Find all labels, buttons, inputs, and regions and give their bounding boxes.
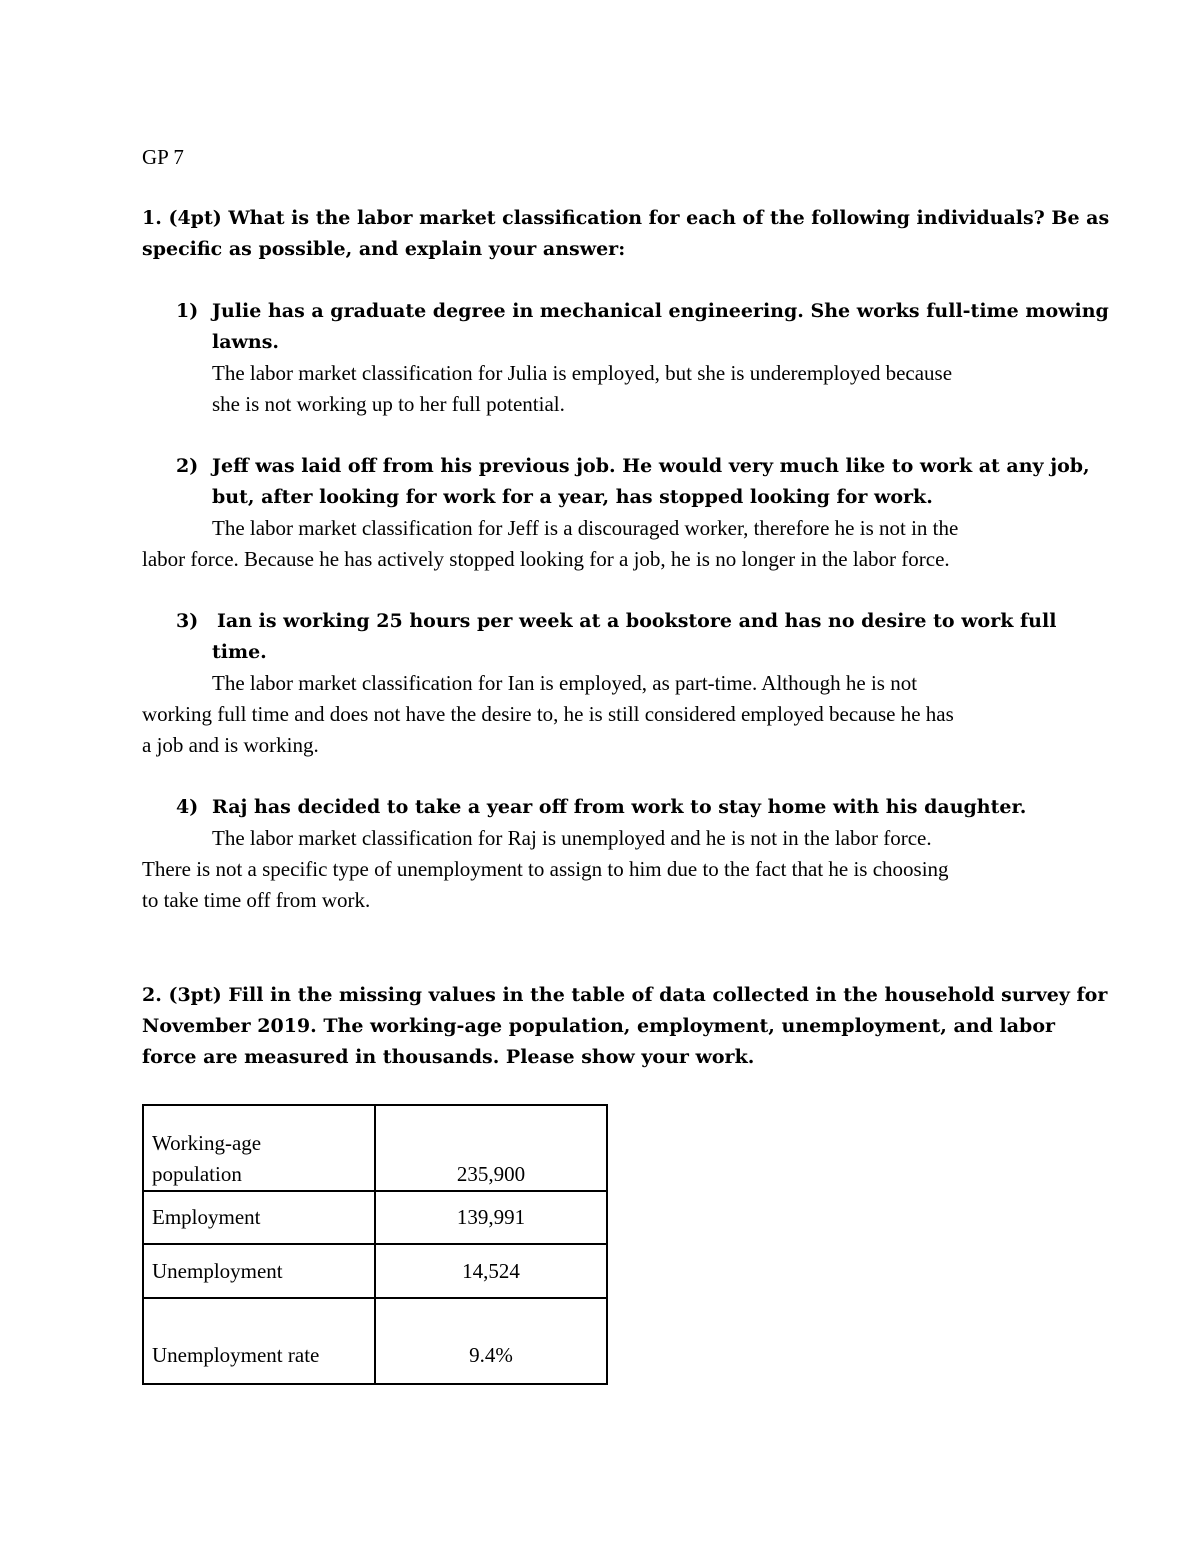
item-1-answer-line-2: she is not working up to her full potential. [212, 392, 565, 416]
item-1-number: 1) [176, 300, 199, 322]
question-1-line-2: specific as possible, and explain your answer: [142, 238, 626, 260]
table-row [143, 1105, 607, 1191]
row-label-line-1: Working-age [152, 1131, 262, 1155]
item-3-answer-line-3: a job and is working. [142, 733, 319, 757]
item-4-number: 4) [176, 796, 199, 818]
table-cell-value: 9.4% [375, 1298, 607, 1384]
question-1-line-1: 1. (4pt) What is the labor market classification for each of the following individuals? Be as [142, 207, 1110, 229]
item-2-answer-line-2: labor force. Because he has actively stopped looking for a job, he is no longer in the labor force. [142, 547, 950, 571]
item-4-answer-line-2: There is not a specific type of unemployment to assign to him due to the fact that he is choosing [142, 857, 949, 881]
table-cell-label: Unemployment [143, 1244, 375, 1298]
item-1-answer-line-1: The labor market classification for Julia is employed, but she is underemployed because [212, 361, 953, 385]
table-row [143, 1244, 607, 1298]
table-cell-label [143, 1105, 375, 1191]
item-3-answer-line-2: working full time and does not have the desire to, he is still considered employed because he has [142, 702, 954, 726]
question-2-line-3: force are measured in thousands. Please show your work. [142, 1046, 755, 1068]
table-cell-value: 14,524 [375, 1244, 607, 1298]
table-row [143, 1298, 607, 1384]
table-row [143, 1191, 607, 1244]
item-3-question-line-2: time. [212, 641, 267, 663]
question-2-line-2: November 2019. The working-age population, employment, unemployment, and labor [142, 1015, 1056, 1037]
table-cell-label: Employment [143, 1191, 375, 1244]
document-header: GP 7 [142, 145, 184, 169]
question-2-line-1: 2. (3pt) Fill in the missing values in the table of data collected in the household survey for [142, 984, 1108, 1006]
item-4-question-line-1: Raj has decided to take a year off from work to stay home with his daughter. [212, 796, 1027, 818]
survey-data-table [142, 1104, 608, 1385]
item-3-question-line-1: Ian is working 25 hours per week at a bookstore and has no desire to work full [217, 610, 1057, 632]
item-1-question-line-2: lawns. [212, 331, 280, 353]
item-2-question-line-1: Jeff was laid off from his previous job. He would very much like to work at any job, [212, 455, 1090, 477]
table-cell-value: 235,900 [375, 1105, 607, 1191]
item-4-answer-line-3: to take time off from work. [142, 888, 371, 912]
table-cell-label: Unemployment rate [143, 1298, 375, 1384]
item-3-number: 3) [176, 610, 199, 632]
row-label-line-2: population [152, 1162, 242, 1186]
item-2-answer-line-1: The labor market classification for Jeff is a discouraged worker, therefore he is not in the [212, 516, 959, 540]
item-1-question-line-1: Julie has a graduate degree in mechanical engineering. She works full-time mowing [212, 300, 1109, 322]
item-4-answer-line-1: The labor market classification for Raj is unemployed and he is not in the labor force. [212, 826, 932, 850]
item-2-number: 2) [176, 455, 199, 477]
item-3-answer-line-1: The labor market classification for Ian is employed, as part-time. Although he is not [212, 671, 918, 695]
table-cell-value: 139,991 [375, 1191, 607, 1244]
item-2-question-line-2: but, after looking for work for a year, has stopped looking for work. [212, 486, 933, 508]
